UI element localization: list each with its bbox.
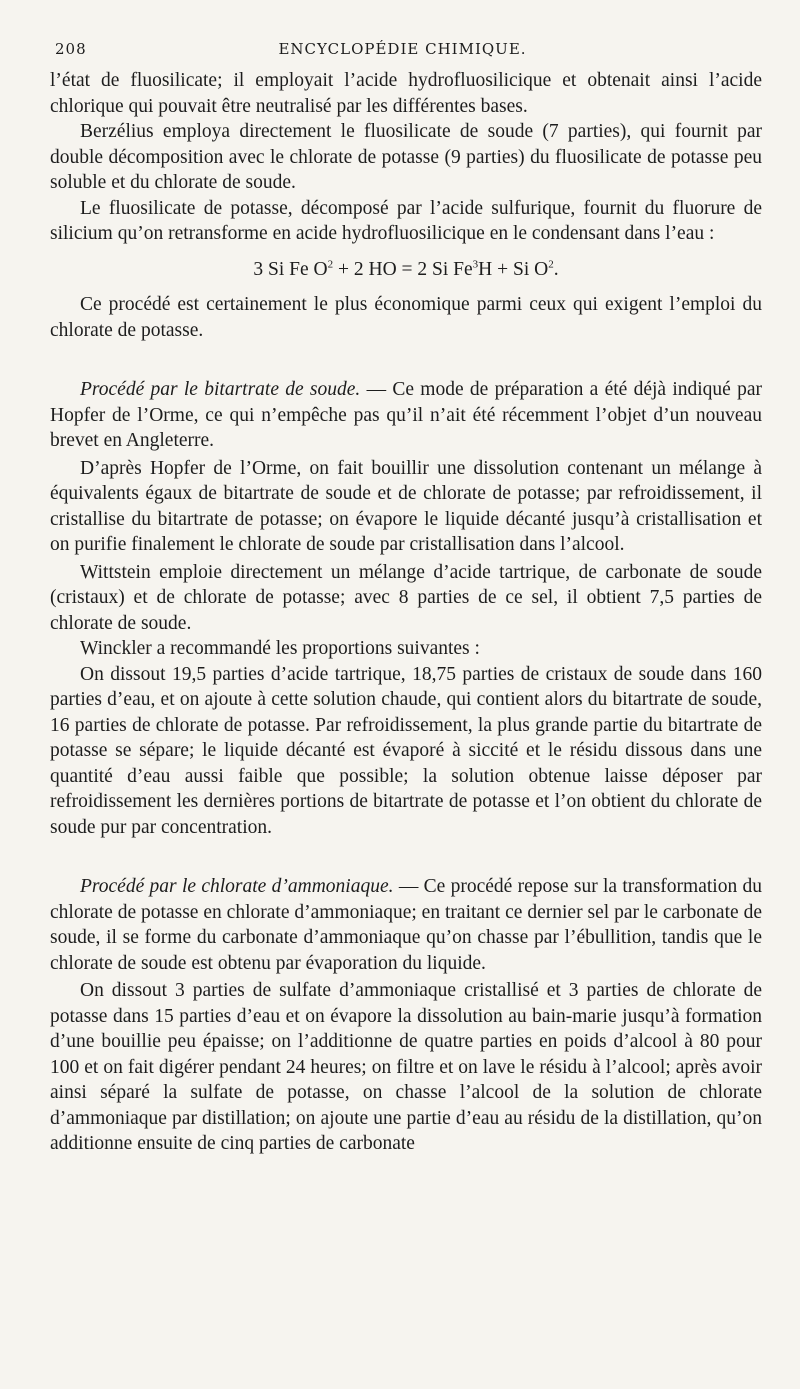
formula-sup-a: 2 — [327, 258, 334, 270]
paragraph-7: Wittstein emploie directement un mélange d’acide tartrique, de carbonate de soude (cristaux) et de chlorate de potasse; avec 8 parties de ce sel, il obtient 7,5 parties de chlorate de soude. — [50, 561, 762, 634]
paragraph-6: D’après Hopfer de l’Orme, on fait bouillir une dissolution contenant un mélange à équivalents égaux de bitartrate de soude et de chlorate de potasse; par refroidissement, il cristallise du bitartrate de potasse; on évapore le liquide décanté jusqu’à cristallisation et on purifie finalement le chlorate de soude par cristallisation dans l’alcool. — [50, 457, 762, 555]
page-header — [55, 40, 750, 64]
formula-part-c: H + Si O — [478, 258, 549, 280]
paragraph-8: Winckler a recommandé les proportions suivantes : — [80, 638, 480, 659]
chemical-formula — [50, 257, 762, 283]
paragraph-3: Le fluosilicate de potasse, décomposé par l’acide sulfurique, fournit du fluorure de silicium qu’on retransforme en acide hydrofluosilicique en le condensant dans l’eau : — [50, 197, 762, 244]
section-title-bitartrate: Procédé par le bitartrate de soude. — [80, 379, 361, 400]
paragraph-1: l’état de fluosilicate; il employait l’acide hydrofluosilicique et obtenait ainsi l’acide chlorique qui pouvait être neutralisé par les différentes bases. — [50, 70, 762, 117]
paragraph-2: Berzélius employa directement le fluosilicate de soude (7 parties), qui fournit par double décomposition avec le chlorate de potasse (9 parties) du fluosilicate de potasse peu soluble et du chlorate de soude. — [50, 121, 762, 193]
page-body — [50, 68, 762, 1157]
formula-sup-b: 3 — [472, 258, 479, 270]
paragraph-4: Ce procédé est certainement le plus économique parmi ceux qui exigent l’emploi du chlorate de potasse. — [50, 294, 762, 341]
formula-part-b: + 2 HO = 2 Si Fe — [333, 258, 473, 280]
paragraph-11: On dissout 3 parties de sulfate d’ammoniaque cristallisé et 3 parties de chlorate de potasse dans 15 parties d’eau et on évapore la dissolution au bain-marie jusqu’à formation d’une bouillie peu épaisse; on l’additionne de quatre parties en poids d’alcool à 80 pour 100 et on fait digérer pendant 24 heures; on filtre et on lave le résidu à l’alcool; après avoir ainsi séparé la sulfate de potasse, on chasse l’alcool de la solution de chlorate d’ammoniaque par distillation; on ajoute une partie d’eau au résidu de la distillation, qu’on additionne ensuite de cinq parties de carbonate — [50, 980, 762, 1154]
paragraph-9: On dissout 19,5 parties d’acide tartrique, 18,75 parties de cristaux de soude dans 160 parties d’eau, et on ajoute à cette solution chaude, qui contient alors du bitartrate de soude, 16 parties de chlorate de potasse. Par refroidissement, la plus grande partie du bitartrate de potasse se sépare; le liquide décanté est évaporé à siccité et le résidu dissous dans une quantité d’eau aussi faible que possible; la solution obtenue laisse déposer par refroidissement les dernières portions de bitartrate de potasse et l’on obtient du chlorate de soude pur par concentration. — [50, 663, 762, 838]
formula-sup-c: 2 — [548, 258, 554, 270]
section-text-ammoniaque: — Ce procédé repose sur la transformation du chlorate de potasse en chlorate d’ammoniaque; en traitant ce dernier sel par le carbonate de soude, il se forme du carbonate d’ammoniaque qu’on chasse par l’ébullition, tandis que le chlorate de soude est obtenu par évaporation du liquide. — [50, 876, 763, 974]
section-ammoniaque — [50, 874, 762, 976]
page-number: 208 — [55, 40, 87, 58]
section-title-ammoniaque: Procédé par le chlorate d’ammoniaque. — [80, 876, 394, 897]
section-bitartrate — [50, 377, 762, 454]
section-text-bitartrate: — Ce mode de préparation a été déjà indiqué par Hopfer de l’Orme, ce qui n’empêche pas qu’il n’ait été récemment l’objet d’un nouveau brevet en Angleterre. — [50, 379, 762, 451]
formula-part-d: . — [553, 258, 559, 280]
running-title: ENCYCLOPÉDIE CHIMIQUE. — [278, 40, 527, 58]
formula-part-a: 3 Si Fe O — [253, 258, 328, 280]
